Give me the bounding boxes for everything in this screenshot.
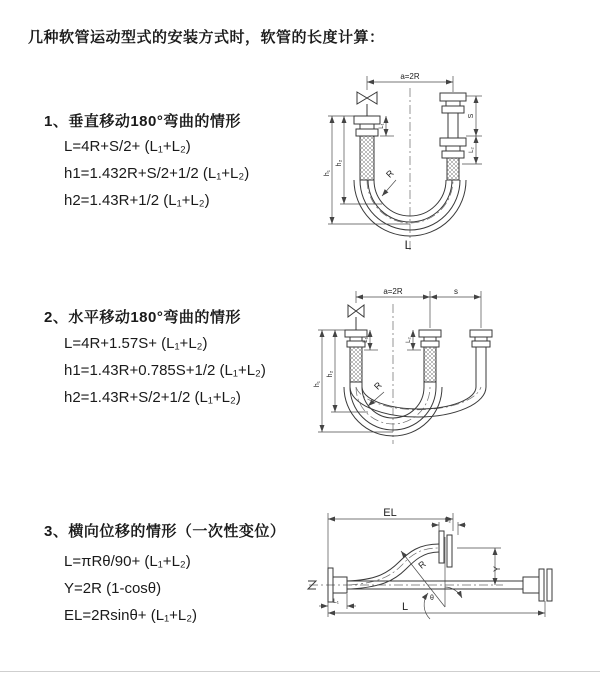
formula-line: h1=1.432R+S/2+1/2 (L₁+L₂) [64, 165, 250, 182]
dim-label-s: S [468, 113, 475, 119]
diagram-labels [333, 507, 502, 613]
formula-line: Y=2R (1-cosθ) [64, 580, 162, 597]
left-flange [354, 116, 380, 136]
formula-line: h2=1.43R+S/2+1/2 (L₁+L₂) [64, 389, 241, 406]
formula-line: L=πRθ/90+ (L₁+L₂) [64, 553, 191, 570]
dim-label-span: a=2R [400, 72, 420, 81]
dimension-lines [328, 76, 482, 224]
dim-label-h2: h₂ [336, 159, 343, 167]
left-braid [360, 136, 374, 180]
section-2-heading: 2、水平移动180°弯曲的情形 [44, 309, 241, 326]
right-flange-lower [440, 138, 466, 158]
dim-label-l1: L₁ [363, 337, 369, 343]
section-2-formulas [64, 330, 266, 411]
radius-label: R [416, 558, 428, 571]
centerline [367, 88, 453, 250]
section-3-formulas [64, 548, 197, 629]
length-label: L [401, 601, 409, 613]
hose-drawing [344, 305, 492, 436]
middle-flange [419, 330, 441, 347]
u-bend-curves [344, 387, 486, 436]
page-title: 几种软管运动型式的安装方式时，软管的长度计算： [28, 29, 385, 46]
valve-icon [357, 92, 377, 104]
centerline [356, 304, 481, 444]
radius-label: R [372, 380, 384, 392]
section-1-heading: 1、垂直移动180°弯曲的情形 [44, 113, 241, 130]
upper-flange [439, 531, 452, 567]
hose-drawing [308, 531, 552, 602]
right-braid [447, 158, 459, 180]
dim-label-l2: L₂ [444, 517, 452, 524]
radius-label: R [384, 168, 396, 180]
dim-label-l1: L₁ [379, 123, 385, 129]
dim-label-l2: L₂ [469, 147, 475, 153]
diagram-vertical-180-bend [310, 68, 590, 258]
section-1-formulas [64, 133, 249, 214]
formula-line: h2=1.43R+1/2 (L₁+L₂) [64, 192, 210, 209]
formula-line: L=4R+1.57S+ (L₁+L₂) [64, 335, 208, 352]
dim-label-shift: s [454, 287, 458, 296]
dim-label-l2: L₂ [406, 337, 412, 343]
right-flange [523, 569, 552, 601]
diagram-lateral-displacement [295, 497, 600, 655]
dimension-lines [318, 291, 481, 432]
valve-icon [348, 305, 364, 317]
dim-label-y: Y [492, 565, 502, 573]
centerline [309, 548, 503, 585]
section-3-heading: 3、横向位移的情形（一次性变位） [44, 523, 286, 540]
dim-label-l1: L₁ [333, 598, 339, 605]
dimension-lines [319, 513, 545, 619]
formula-line: h1=1.43R+0.785S+1/2 (L₁+L₂) [64, 362, 266, 379]
dim-label-el: EL [383, 507, 397, 519]
right-flange [470, 330, 492, 347]
middle-braid [424, 347, 436, 382]
length-label: L [404, 238, 412, 252]
right-flange-upper [440, 93, 466, 113]
angle-label: θ [430, 595, 434, 602]
page-bottom-divider [0, 671, 600, 672]
formula-line: L=4R+S/2+ (L₁+L₂) [64, 138, 191, 155]
dim-label-h1: h₁ [314, 380, 321, 388]
dim-label-span: a=2R [383, 287, 403, 296]
formula-line: EL=2Rsinθ+ (L₁+L₂) [64, 607, 198, 624]
left-braid [350, 347, 362, 382]
diagram-horizontal-180-bend [308, 282, 600, 457]
dim-label-h2: h₂ [327, 370, 334, 378]
dim-label-h1: h₁ [324, 169, 331, 177]
